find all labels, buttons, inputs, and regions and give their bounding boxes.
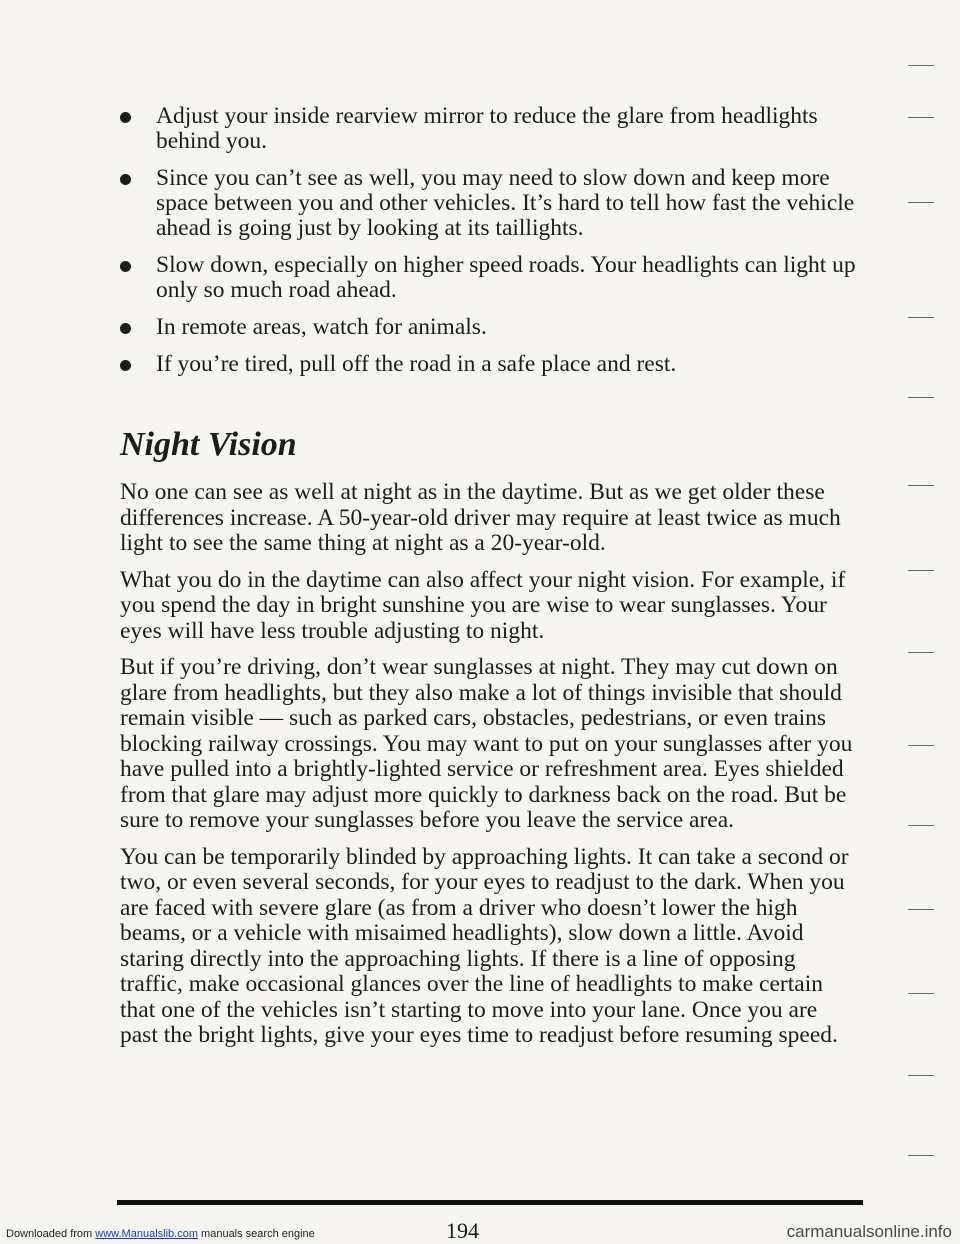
edge-dash: [908, 825, 934, 826]
list-item-text: Slow down, especially on higher speed roads. Your headlights can light up only so much road ahead.: [156, 252, 856, 303]
bullet-dot-icon: [120, 323, 131, 334]
footer-rule: [117, 1200, 863, 1205]
list-item: [0, 352, 876, 377]
edge-dash: [908, 117, 934, 118]
download-credit: [6, 1228, 315, 1240]
safety-tips-list: [0, 104, 960, 389]
scan-edge-marks: [900, 55, 950, 1175]
page-number: 194: [446, 1218, 479, 1243]
paragraph: You can be temporarily blinded by approaching lights. It can take a second or two, or even several seconds, for your eyes to readjust to the dark. When you are faced with severe glare (as from a driver who doesn’t lower the high beams, or a vehicle with misaimed headlights), slow down a little. Avoid staring directly into the approaching lights. If there is a line of opposing traffic, make occasional glances over the line of headlights to make certain that one of the vehicles isn’t starting to move into your lane. Once you are past the bright lights, give your eyes time to readjust before resuming speed.: [120, 843, 849, 1048]
list-item-text: Adjust your inside rearview mirror to reduce the glare from headlights behind you.: [156, 103, 818, 154]
edge-dash: [908, 485, 934, 486]
edge-dash: [908, 1155, 934, 1156]
bullet-dot-icon: [120, 112, 131, 123]
download-credit-suffix: manuals search engine: [201, 1228, 315, 1240]
edge-dash: [908, 1075, 934, 1076]
list-item-text: Since you can’t see as well, you may need to slow down and keep more space between you and other vehicles. It’s hard to tell how fast the vehicle ahead is going just by looking at its taillights.: [156, 165, 855, 241]
watermark: carmanualsonline.info: [786, 1222, 952, 1241]
list-item-text: In remote areas, watch for animals.: [156, 314, 487, 340]
bullet-dot-icon: [120, 261, 131, 272]
edge-dash: [908, 317, 934, 318]
list-item: [0, 166, 876, 241]
list-item-text: If you’re tired, pull off the road in a safe place and rest.: [156, 351, 677, 377]
edge-dash: [908, 993, 934, 994]
download-credit-prefix: Downloaded from: [6, 1228, 93, 1240]
edge-dash: [908, 652, 934, 653]
paragraph: What you do in the daytime can also affect your night vision. For example, if you spend the day in bright sunshine you are wise to wear sunglasses. Your eyes will have less trouble adjusting to night.: [120, 566, 846, 644]
section-body: [120, 480, 860, 1060]
edge-dash: [908, 202, 934, 203]
edge-dash: [908, 65, 934, 66]
bullet-dot-icon: [120, 360, 131, 371]
section-heading: Night Vision: [120, 426, 297, 463]
edge-dash: [908, 909, 934, 910]
bullet-dot-icon: [120, 174, 131, 185]
paragraph: No one can see as well at night as in the daytime. But as we get older these differences increase. A 50-year-old driver may require at least twice as much light to see the same thing at night as a 20-year-old.: [120, 479, 841, 556]
list-item: [0, 253, 876, 303]
edge-dash: [908, 397, 934, 398]
edge-dash: [908, 745, 934, 746]
list-item: [0, 315, 876, 340]
list-item: [0, 104, 876, 154]
edge-dash: [908, 570, 934, 571]
paragraph: But if you’re driving, don’t wear sunglasses at night. They may cut down on glare from headlights, but they also make a lot of things invisible that should remain visible — such as parked cars, obstacles, pedestrians, or even trains blocking railway crossings. You may want to put on your sunglasses after you have pulled into a brightly-lighted service or refreshment area. Eyes shielded from that glare may adjust more quickly to darkness back on the road. But be sure to remove your sunglasses before you leave the service area.: [120, 654, 853, 833]
manualslib-link[interactable]: www.Manualslib.com: [95, 1228, 198, 1240]
